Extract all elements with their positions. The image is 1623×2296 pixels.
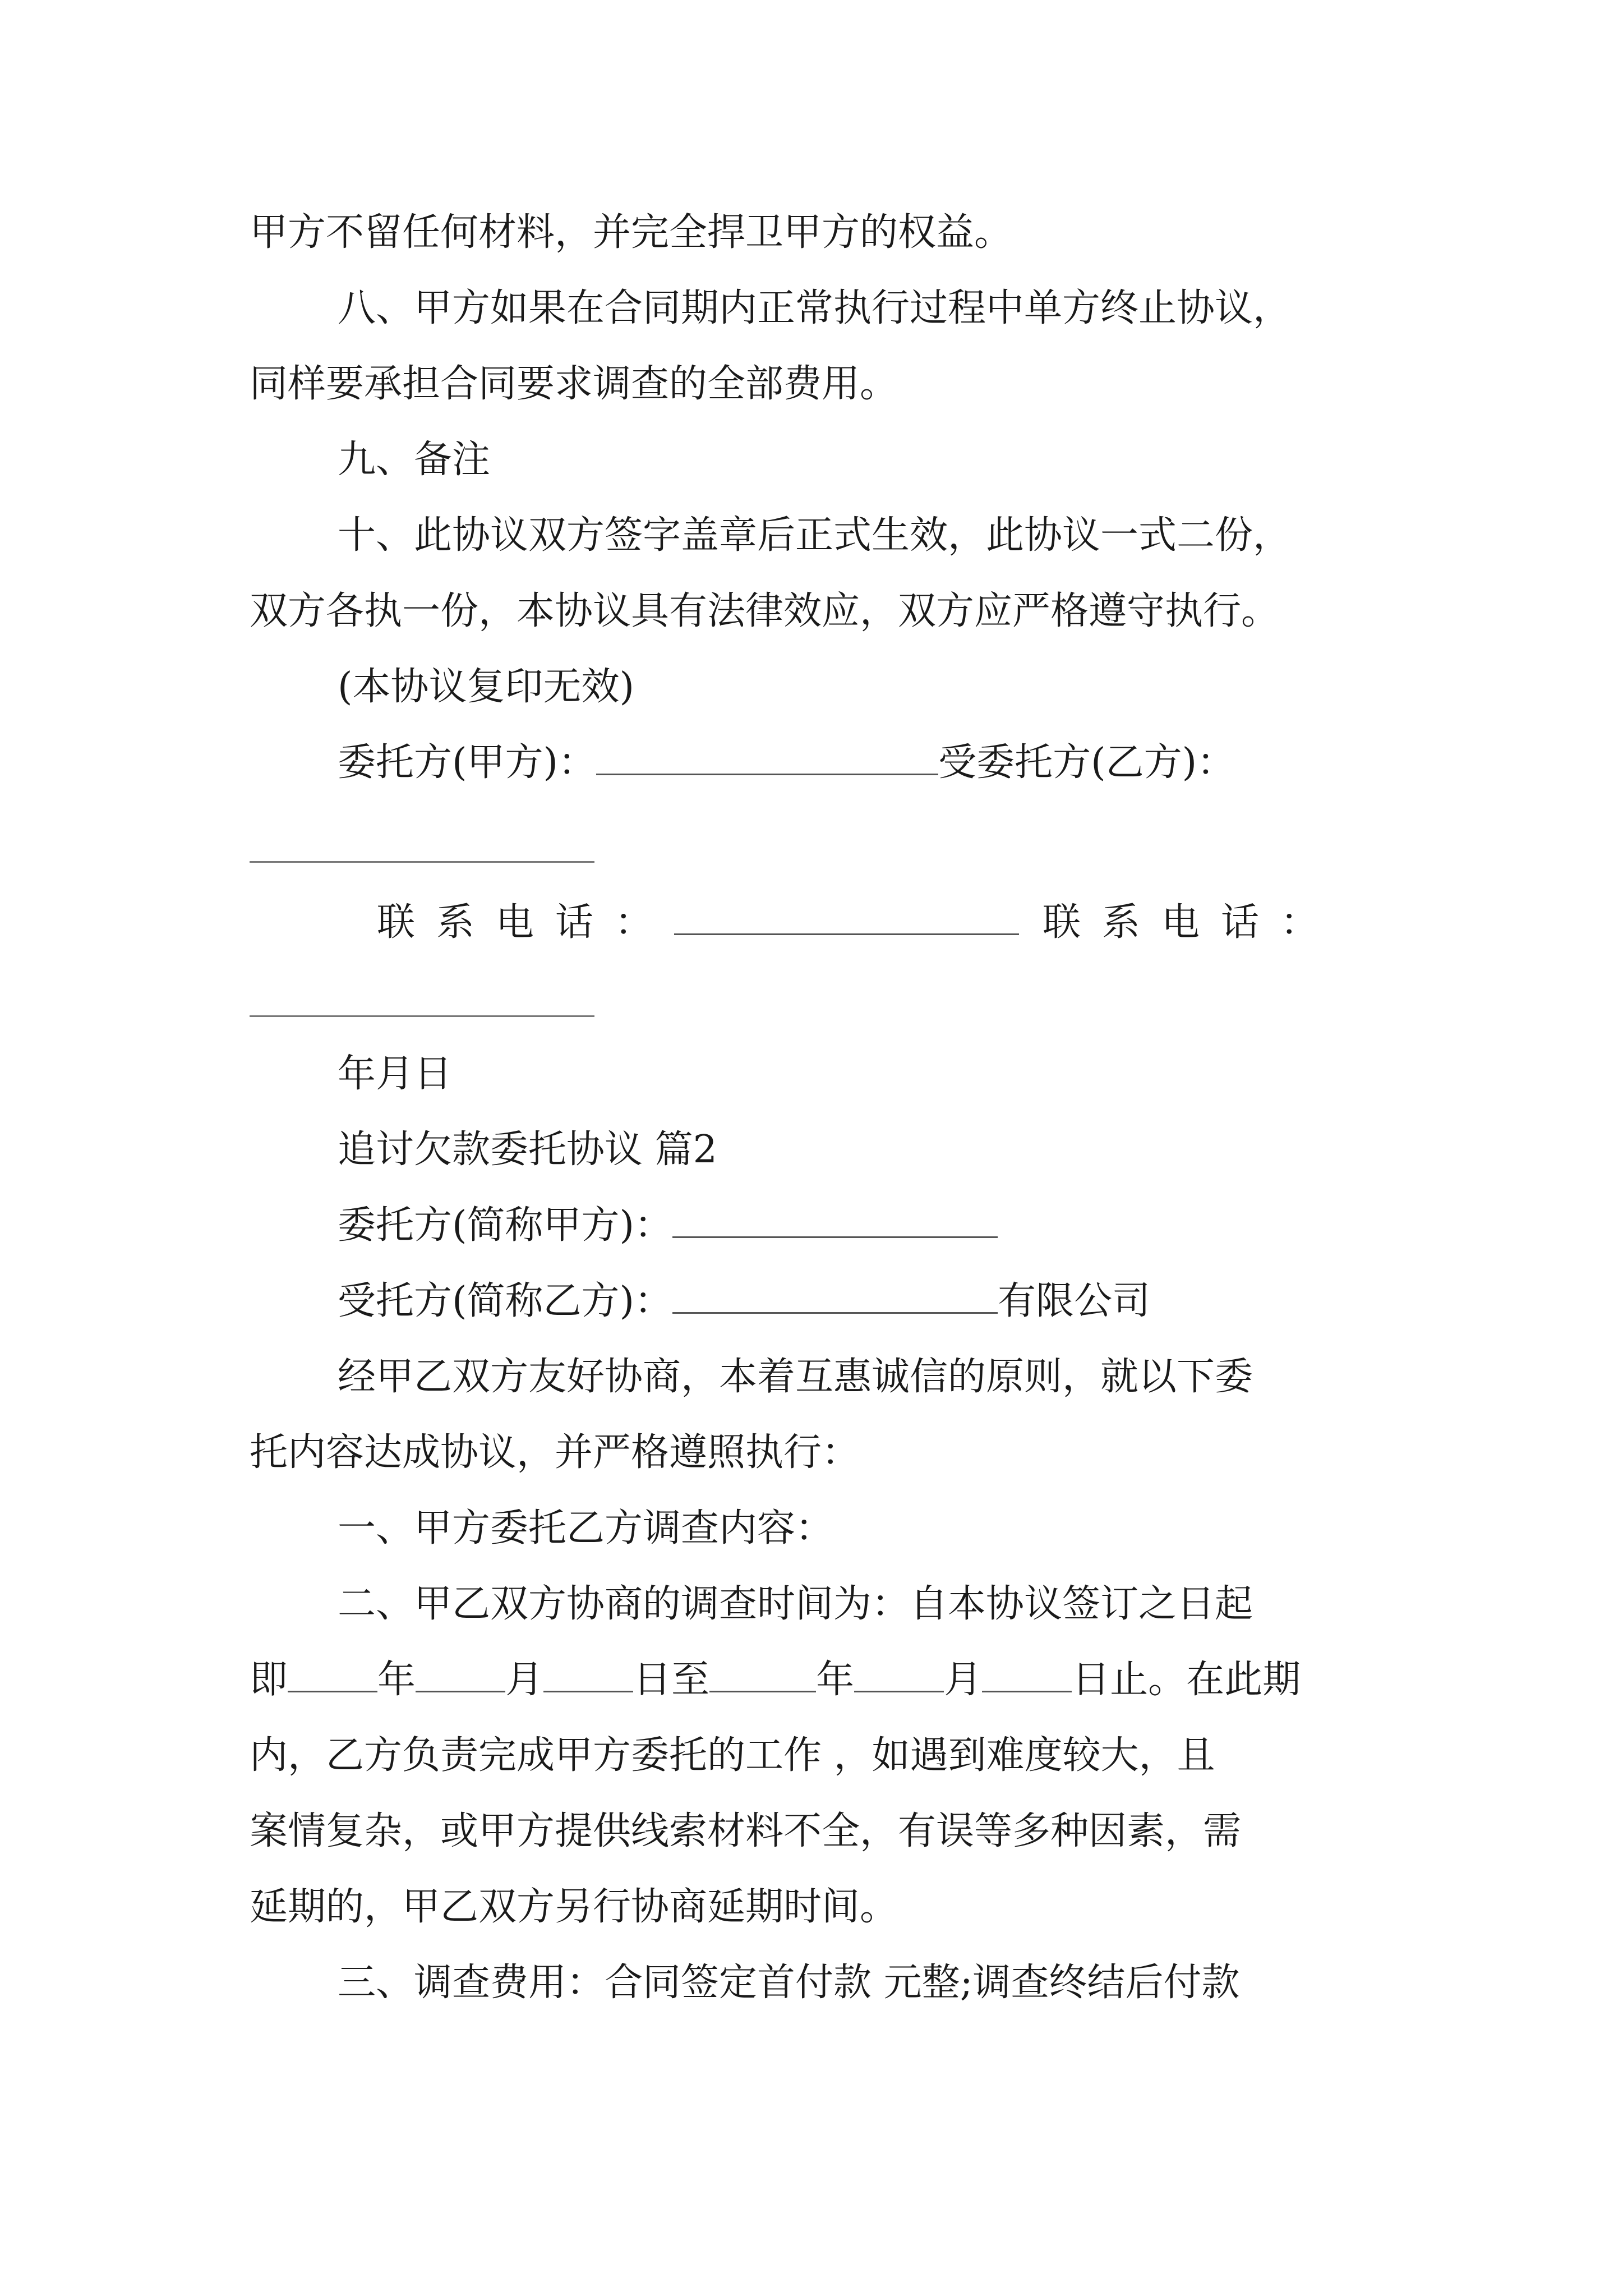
- text-line: [338, 283, 1377, 334]
- text-line: [338, 1352, 1377, 1402]
- clause-10-text: 十、此协议双方签字盖章后正式生效，此协议一式二份，: [338, 513, 1292, 558]
- text-line: [250, 208, 1377, 258]
- text-line: [250, 586, 1279, 637]
- text-line: [250, 1806, 1377, 1857]
- text-line: [250, 359, 898, 409]
- agent-short-label: 受托方(简称乙方)：: [338, 1279, 673, 1323]
- company-suffix: 有限公司: [998, 1279, 1151, 1323]
- text-line: [338, 1049, 452, 1099]
- paragraph-text: 同样要承担合同要求调查的全部费用。: [250, 362, 898, 406]
- client-signature-blank[interactable]: [596, 741, 938, 775]
- paragraph-text: 托内容达成协议，并严格遵照执行：: [250, 1430, 860, 1475]
- paragraph-text: 案情复杂，或甲方提供线索材料不全，有误等多种因素，需: [250, 1809, 1242, 1853]
- text-line: [250, 1731, 1377, 1781]
- date-range-line: [250, 1655, 1301, 1705]
- client-short-label: 委托方(简称甲方)：: [338, 1203, 673, 1248]
- year-label: 年: [377, 1658, 416, 1702]
- paragraph-text: 双方各执一份，本协议具有法律效应，双方应严格遵守执行。: [250, 589, 1280, 633]
- paragraph-text: 经甲乙双方友好协商，本着互惠诚信的原则，就以下委: [338, 1355, 1253, 1399]
- end-month-blank[interactable]: [854, 1658, 944, 1692]
- month-label: 月: [944, 1658, 983, 1702]
- clause-2-text: 二、甲乙双方协商的调查时间为：自本协议签订之日起: [338, 1582, 1253, 1626]
- clause-1-text: 一、甲方委托乙方调查内容：: [338, 1506, 834, 1550]
- agent-signature-blank[interactable]: [250, 861, 594, 863]
- month-label: 月: [505, 1658, 544, 1702]
- day-to-label: 日至: [633, 1658, 710, 1702]
- start-day-blank[interactable]: [543, 1658, 633, 1692]
- paragraph-text: 甲方不留任何材料，并完全捍卫甲方的权益。: [250, 210, 1013, 255]
- text-line: [250, 1882, 898, 1932]
- start-year-blank[interactable]: [288, 1658, 377, 1692]
- clause-9-text: 九、备注: [338, 438, 491, 482]
- phone-line: [377, 898, 1340, 948]
- agent-phone-label: 联系电话：: [1043, 900, 1340, 945]
- client-phone-label: 联系电话：: [377, 900, 675, 945]
- text-line: [338, 1276, 1150, 1327]
- day-end-label: 日止。在此期: [1072, 1658, 1301, 1702]
- client-party-label: 委托方(甲方)：: [338, 740, 597, 785]
- text-line: [338, 662, 634, 712]
- end-day-blank[interactable]: [982, 1658, 1072, 1692]
- text-line: [338, 1503, 833, 1554]
- section-title: 追讨欠款委托协议 篇2: [338, 1128, 717, 1172]
- client-name-blank[interactable]: [672, 1204, 998, 1238]
- text-line: [338, 1579, 1377, 1630]
- end-year-blank[interactable]: [709, 1658, 816, 1692]
- agent-name-blank[interactable]: [672, 1280, 998, 1314]
- text-line: [338, 510, 1377, 561]
- paragraph-text: 延期的，甲乙双方另行协商延期时间。: [250, 1885, 898, 1929]
- clause-8-text: 八、甲方如果在合同期内正常执行过程中单方终止协议，: [338, 286, 1292, 330]
- text-line: [338, 435, 490, 485]
- date-prefix: 即: [250, 1658, 288, 1702]
- paragraph-text: 内，乙方负责完成甲方委托的工作 ，如遇到难度较大，且: [250, 1733, 1215, 1778]
- signature-line: [338, 738, 1235, 788]
- copy-invalid-note: (本协议复印无效): [338, 665, 635, 709]
- agent-phone-blank[interactable]: [250, 1015, 594, 1017]
- client-phone-blank[interactable]: [674, 901, 1019, 935]
- clause-3-text: 三、调查费用：合同签定首付款 元整;调查终结后付款: [338, 1961, 1240, 2005]
- text-line: [338, 1200, 998, 1251]
- year-label: 年: [816, 1658, 855, 1702]
- date-label: 年月日: [338, 1052, 453, 1096]
- text-line: [338, 1125, 717, 1175]
- text-line: [250, 1428, 860, 1478]
- agent-party-label: 受委托方(乙方)：: [938, 740, 1235, 785]
- start-month-blank[interactable]: [416, 1658, 505, 1692]
- text-line: [338, 1958, 1377, 2008]
